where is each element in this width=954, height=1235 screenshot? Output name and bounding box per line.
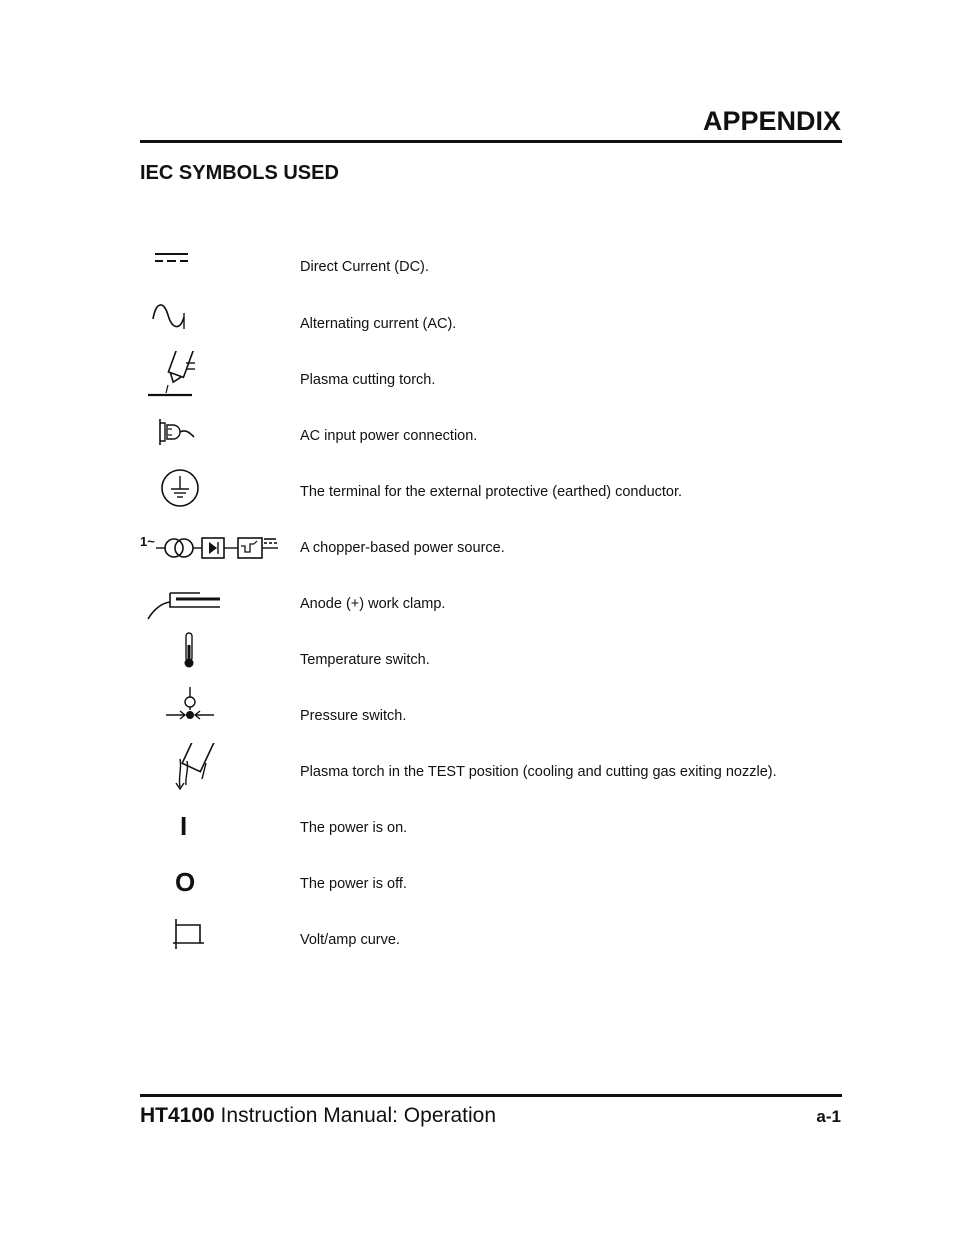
pressure-switch-icon (140, 687, 290, 743)
symbol-row-torch-test (140, 743, 842, 799)
alternating-current-icon (140, 295, 290, 351)
power-on-label: I (180, 811, 188, 841)
page-number: a-1 (816, 1107, 841, 1126)
symbol-row-temperature-switch (140, 631, 842, 687)
section-title: IEC SYMBOLS USED (140, 162, 339, 184)
protective-earth-icon (140, 463, 290, 519)
direct-current-icon (140, 238, 290, 294)
symbol-row-ac (140, 295, 842, 351)
power-plug-icon (140, 407, 290, 463)
symbol-description: The power is off. (300, 876, 407, 892)
symbol-row-power-plug (140, 407, 842, 463)
symbol-description: Temperature switch. (300, 652, 430, 668)
volt-amp-curve-icon (140, 911, 290, 967)
symbol-description: Anode (+) work clamp. (300, 596, 446, 612)
symbol-row-plasma-torch (140, 351, 842, 407)
header-divider (140, 140, 842, 143)
symbol-description: The power is on. (300, 820, 408, 836)
thermometer-icon (140, 631, 290, 687)
symbol-description: A chopper-based power source. (300, 540, 505, 556)
symbol-description: The terminal for the external protective (earthed) conductor. (300, 484, 683, 500)
power-on-icon (140, 799, 290, 855)
symbol-row-pressure-switch (140, 687, 842, 743)
symbol-description: Volt/amp curve. (300, 932, 400, 948)
footer-divider (140, 1094, 842, 1097)
power-off-label: O (175, 867, 196, 897)
symbol-description: AC input power connection. (300, 428, 478, 444)
power-off-icon (140, 855, 290, 911)
symbol-row-power-off (140, 855, 842, 911)
symbol-description: Plasma torch in the TEST position (cooling and cutting gas exiting nozzle). (300, 764, 777, 780)
footer-model: HT4100 (140, 1104, 215, 1127)
symbol-row-protective-earth (140, 463, 842, 519)
footer-manual: Instruction Manual: Operation (214, 1104, 497, 1127)
page-header-title: APPENDIX (702, 106, 841, 136)
plasma-torch-icon (140, 351, 290, 407)
symbol-row-chopper (140, 519, 842, 575)
symbol-description: Alternating current (AC). (300, 316, 457, 332)
footer-manual-title (140, 1102, 496, 1130)
symbol-description: Plasma cutting torch. (300, 372, 436, 388)
chopper-label: 1~ (140, 534, 155, 549)
symbol-row-work-clamp (140, 575, 842, 631)
symbol-description: Direct Current (DC). (300, 259, 429, 275)
symbol-row-volt-amp-curve (140, 911, 842, 967)
symbol-row-dc (140, 238, 842, 294)
work-clamp-icon (140, 575, 290, 631)
chopper-power-source-icon (140, 519, 290, 575)
torch-test-icon (140, 743, 290, 799)
symbol-description: Pressure switch. (300, 708, 407, 724)
symbol-row-power-on (140, 799, 842, 855)
